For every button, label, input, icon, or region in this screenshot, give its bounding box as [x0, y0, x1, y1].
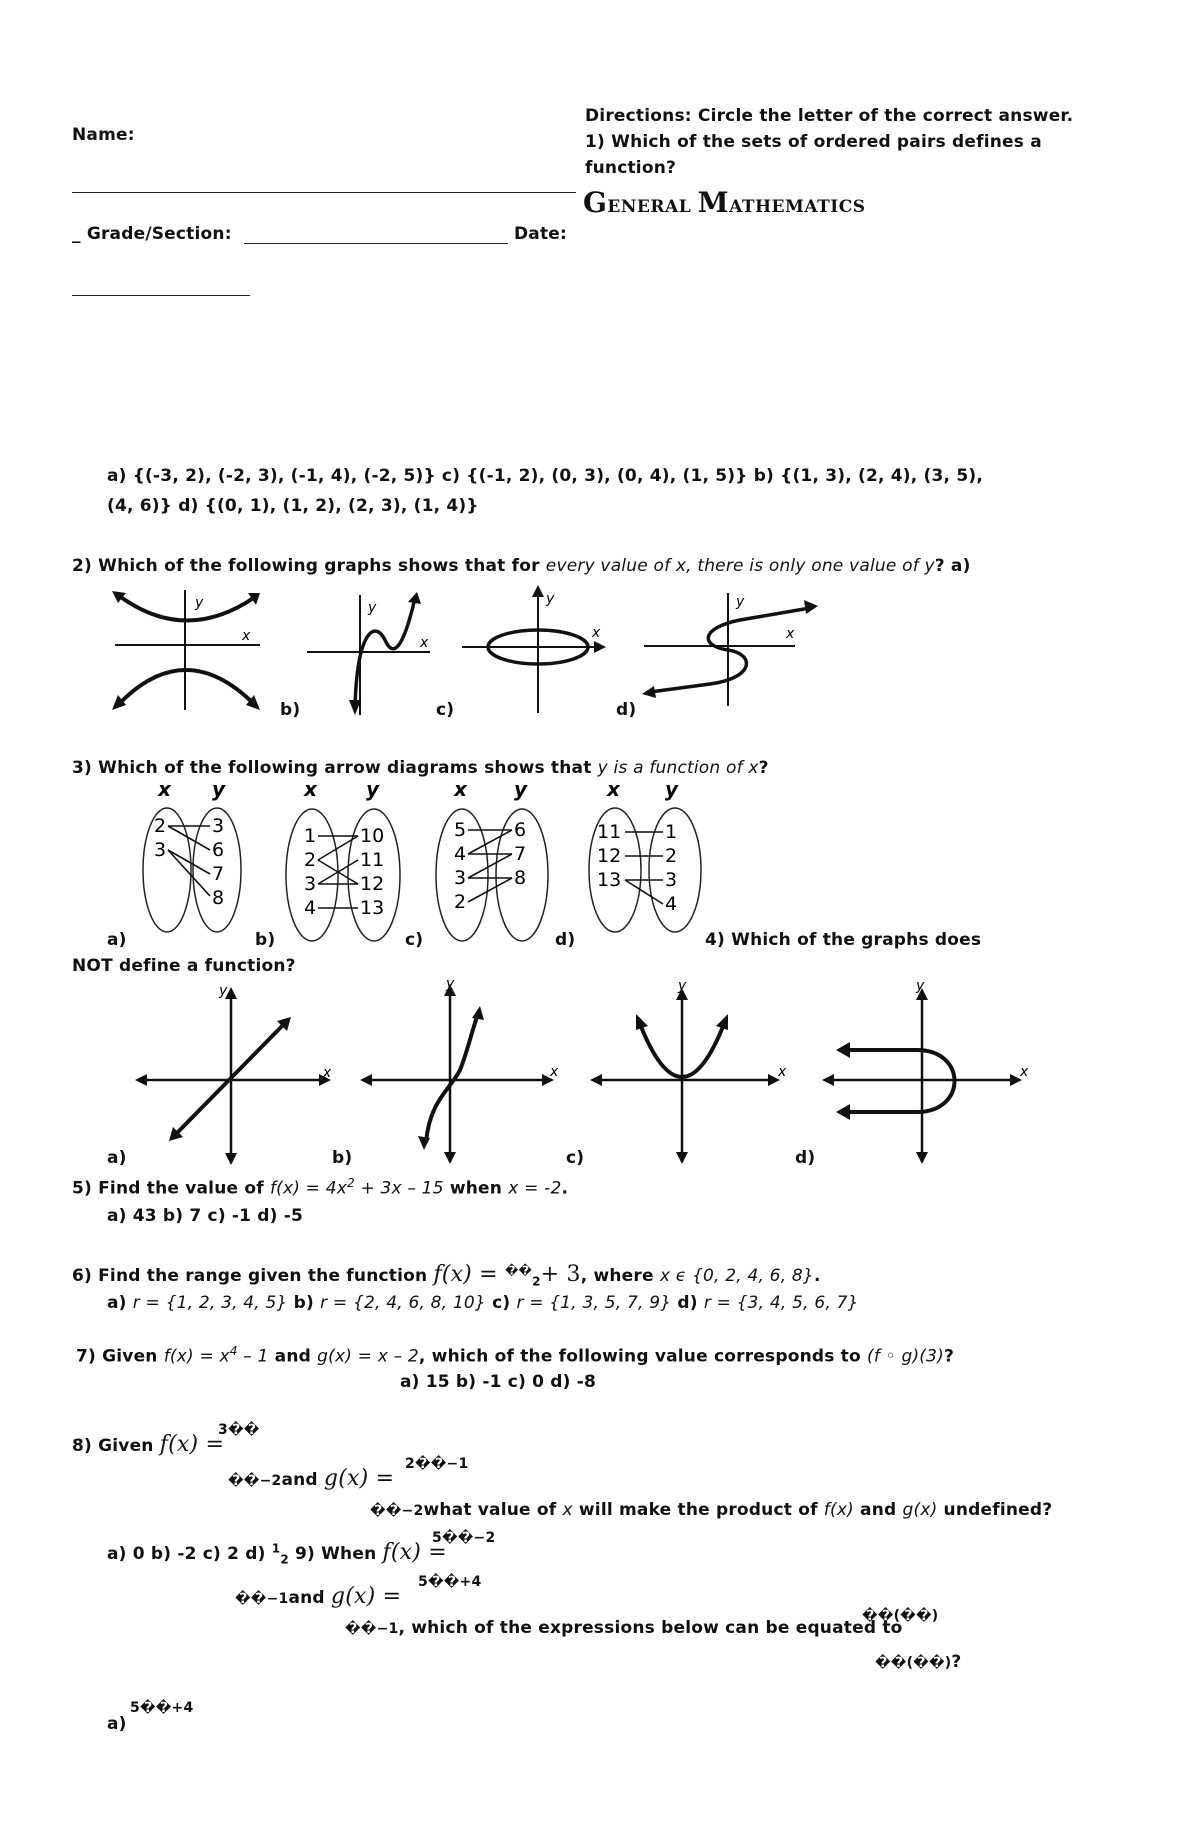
y-value: 10: [360, 825, 385, 847]
col-x-label: x: [454, 777, 467, 801]
q4-label-c[interactable]: c): [566, 1148, 585, 1168]
x-value: 4: [454, 843, 467, 865]
q7-options[interactable]: a) 15 b) -1 c) 0 d) -8: [400, 1372, 597, 1392]
x-value: 2: [304, 849, 317, 871]
col-x-label: x: [304, 777, 317, 801]
x-value: 1: [304, 825, 317, 847]
q2-label-d[interactable]: d): [616, 700, 637, 720]
q1-options-line1: a) {(-3, 2), (-2, 3), (-1, 4), (-2, 5)} c) {(-1, 2), (0, 3), (0, 4), (1, 5)} b) {(1, 3), (2, 4), (3, 5),: [107, 466, 983, 486]
y-value: 13: [360, 897, 385, 919]
y-value: 6: [212, 839, 225, 861]
q1-stem-line2: function?: [585, 158, 677, 178]
q3-label-c[interactable]: c): [405, 930, 424, 950]
q4-label-d[interactable]: d): [795, 1148, 816, 1168]
q9-gx-numerator: 5��+4: [418, 1574, 482, 1590]
q4-label-a[interactable]: a): [107, 1148, 127, 1168]
q3-stem: 3) Which of the following arrow diagrams shows that y is a function of x?: [72, 758, 769, 778]
q5-options[interactable]: a) 43 b) 7 c) -1 d) -5: [107, 1206, 304, 1226]
q8-given: 8) Given f(x) =: [72, 1432, 225, 1457]
x-value: 3: [454, 867, 467, 889]
col-y-label: y: [514, 777, 528, 801]
grade-section-line[interactable]: [244, 243, 508, 244]
axis-y-label: y: [219, 983, 228, 999]
q8-options-q9-start: a) 0 b) -2 c) 2 d) $^1_2$ 9) When f(x) =: [107, 1540, 447, 1567]
x-value: 13: [597, 869, 622, 891]
axis-x-label: x: [323, 1065, 332, 1081]
axis-x-label: x: [1020, 1064, 1029, 1080]
directions: Directions: Circle the letter of the correct answer.: [585, 106, 1074, 126]
q4-graph-c[interactable]: [590, 980, 790, 1165]
x-value: 12: [597, 845, 622, 867]
name-line[interactable]: [72, 192, 576, 193]
q2-label-c[interactable]: c): [436, 700, 455, 720]
q4-label-b[interactable]: b): [332, 1148, 353, 1168]
q9-option-a[interactable]: a): [107, 1714, 127, 1734]
axis-x-label: x: [778, 1064, 787, 1080]
y-value: 8: [514, 867, 527, 889]
q3-diagram-a[interactable]: [140, 777, 270, 940]
q4-stem-line2: NOT define a function?: [72, 956, 296, 976]
x-value: 3: [154, 839, 167, 861]
q8-stem: ��−2what value of x will make the product of f(x) and g(x) undefined?: [370, 1500, 1053, 1520]
col-x-label: x: [607, 777, 620, 801]
y-value: 11: [360, 849, 385, 871]
q5-stem: 5) Find the value of $f(x) = 4x^2 + 3x - 15$ when x = -2.: [72, 1176, 569, 1199]
y-value: 7: [514, 843, 527, 865]
q3-label-d[interactable]: d): [555, 930, 576, 950]
q2-graph-c[interactable]: [460, 585, 610, 715]
axis-y-label: y: [916, 978, 925, 994]
axis-y-label: y: [678, 978, 687, 994]
q9-expr-denominator: ��(��)?: [875, 1652, 962, 1672]
col-x-label: x: [158, 777, 171, 801]
name-label: Name:: [72, 125, 135, 145]
axis-y-label: y: [546, 591, 555, 607]
axis-x-label: x: [420, 635, 429, 651]
q9-expr-numerator: ��(��): [862, 1608, 939, 1624]
col-y-label: y: [366, 777, 380, 801]
q8-options[interactable]: a) 0 b) -2 c) 2 d) $^1_2$: [107, 1541, 289, 1567]
axis-x-label: x: [592, 625, 601, 641]
q8-gx-numerator: 2��−1: [405, 1456, 469, 1472]
q2-label-b[interactable]: b): [280, 700, 301, 720]
axis-x-label: x: [786, 626, 795, 642]
axis-y-label: y: [446, 976, 455, 992]
q9-stem: ��−1, which of the expressions below can be equated to: [345, 1618, 903, 1638]
q1-options-line2: (4, 6)} d) {(0, 1), (1, 2), (2, 3), (1, 4)}: [107, 496, 479, 516]
q6-stem: 6) Find the range given the function f(x) = ��$_2$+ 3, where x ϵ {0, 2, 4, 6, 8}.: [72, 1262, 821, 1289]
y-value: 1: [665, 821, 678, 843]
q8-fx-numerator: 3��: [218, 1422, 260, 1438]
q2-graph-d[interactable]: [640, 588, 820, 713]
x-value: 4: [304, 897, 317, 919]
q4-stem-line1: 4) Which of the graphs does: [705, 930, 982, 950]
axis-x-label: x: [242, 628, 251, 644]
y-value: 4: [665, 893, 678, 915]
q3-label-b[interactable]: b): [255, 930, 276, 950]
x-value: 5: [454, 819, 467, 841]
col-y-label: y: [665, 777, 679, 801]
axis-x-label: x: [550, 1064, 559, 1080]
q9-fx-numerator: 5��−2: [432, 1530, 496, 1546]
q3-diagram-d[interactable]: [585, 777, 715, 945]
col-y-label: y: [212, 777, 226, 801]
q4-graph-b[interactable]: [360, 976, 560, 1165]
x-value: 11: [597, 821, 622, 843]
y-value: 3: [212, 815, 225, 837]
y-value: 12: [360, 873, 385, 895]
q3-diagram-c[interactable]: [430, 777, 560, 945]
axis-y-label: y: [195, 595, 204, 611]
q8-fx-denominator-and: ��−2and g(x) =: [228, 1466, 395, 1491]
y-value: 3: [665, 869, 678, 891]
axis-y-label: y: [368, 600, 377, 616]
q9-option-a-numerator: 5��+4: [130, 1700, 194, 1716]
q4-graph-d[interactable]: [822, 980, 1032, 1165]
q2-stem: 2) Which of the following graphs shows that for every value of x, there is only one value of y? a): [72, 556, 971, 576]
page-title: GENERAL MATHEMATICS: [583, 186, 866, 219]
x-value: 2: [454, 891, 467, 913]
y-value: 2: [665, 845, 678, 867]
x-value: 2: [154, 815, 167, 837]
y-value: 6: [514, 819, 527, 841]
q9-fx-denominator-and: ��−1and g(x) =: [235, 1584, 402, 1609]
date-line[interactable]: [72, 295, 250, 296]
y-value: 7: [212, 863, 225, 885]
date-label: Date:: [514, 224, 568, 244]
axis-y-label: y: [736, 594, 745, 610]
q3-diagram-b[interactable]: [282, 777, 412, 945]
grade-section-label: _ Grade/Section:: [72, 224, 232, 244]
q4-graph-a[interactable]: [135, 985, 335, 1165]
y-value: 8: [212, 887, 225, 909]
q2-graph-b[interactable]: [305, 590, 445, 715]
q1-stem-line1: 1) Which of the sets of ordered pairs defines a: [585, 132, 1042, 152]
q3-label-a[interactable]: a): [107, 930, 127, 950]
q2-graph-a[interactable]: [110, 585, 270, 710]
q7-stem: 7) Given $f(x) = x^4 - 1$ and g(x) = x – 2, which of the following value corresponds to (f ◦ g)(3)?: [76, 1344, 955, 1367]
x-value: 3: [304, 873, 317, 895]
q6-options[interactable]: a) r = {1, 2, 3, 4, 5} b) r = {2, 4, 6, 8, 10} c) r = {1, 3, 5, 7, 9} d) r = {3, 4, 5, 6, 7}: [107, 1293, 859, 1313]
